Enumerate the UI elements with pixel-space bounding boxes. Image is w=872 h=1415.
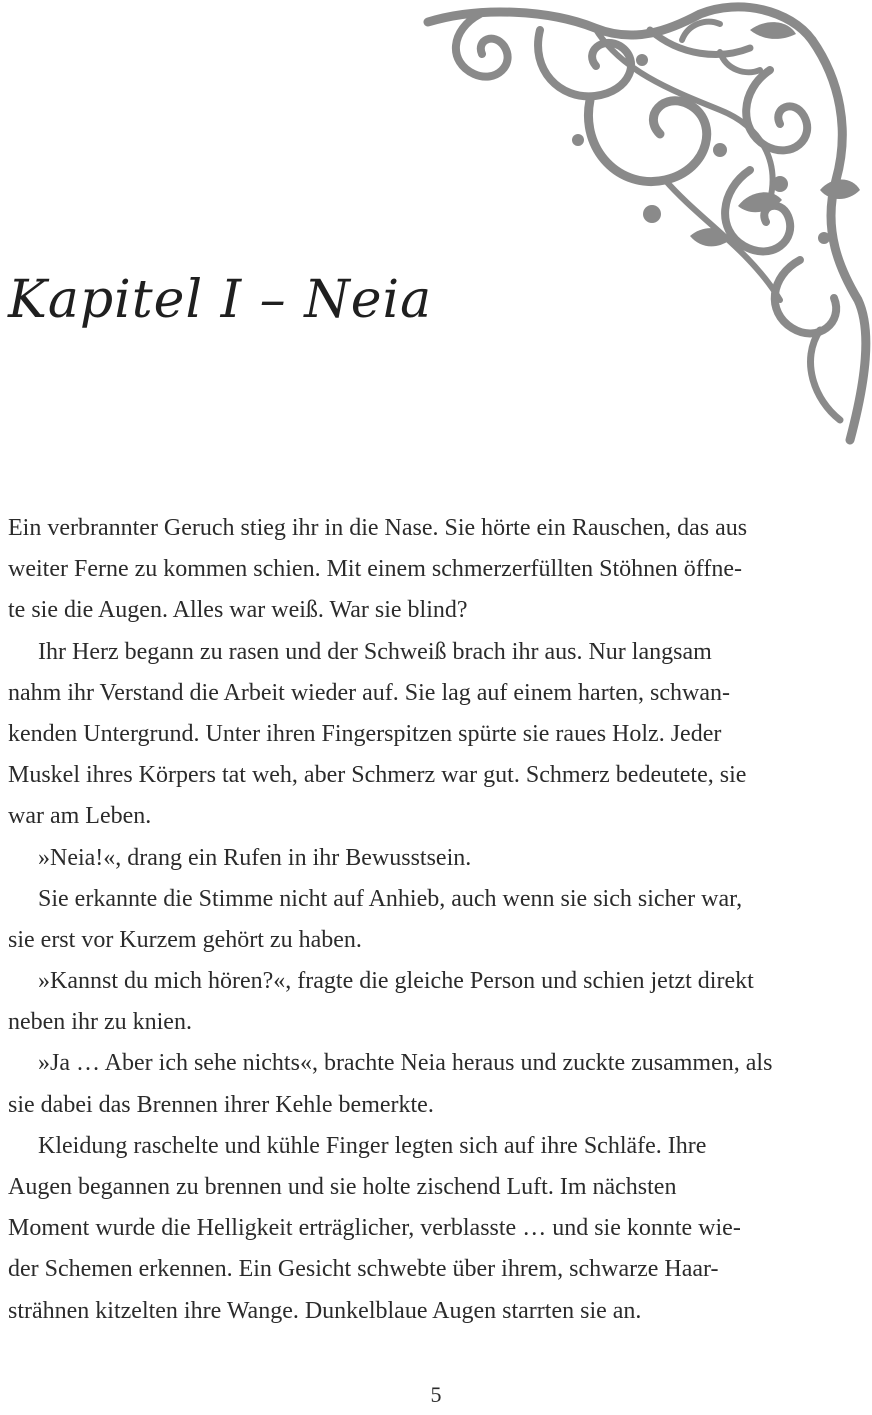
body-line: Augen begannen zu brennen und sie holte zischend Luft. Im nächsten bbox=[8, 1174, 677, 1200]
body-line: sie erst vor Kurzem gehört zu haben. bbox=[8, 926, 362, 953]
body-line: weiter Ferne zu kommen schien. Mit einem schmerzerfüllten Stöhnen öffne- bbox=[8, 556, 742, 583]
body-line: »Ja … Aber ich sehe nichts«, brachte Neia heraus und zuckte zusammen, als bbox=[38, 1050, 773, 1077]
body-line: Sie erkannte die Stimme nicht auf Anhieb, auch wenn sie sich sicher war, bbox=[38, 885, 743, 912]
body-line: der Schemen erkennen. Ein Gesicht schwebte über ihrem, schwarze Haar- bbox=[8, 1256, 719, 1283]
chapter-title: Kapitel I – Neia bbox=[8, 270, 433, 330]
body-line: kenden Untergrund. Unter ihren Fingerspitzen spürte sie raues Holz. Jeder bbox=[8, 720, 722, 747]
body-line: neben ihr zu knien. bbox=[8, 1009, 192, 1036]
body-line: nahm ihr Verstand die Arbeit wieder auf. Sie lag auf einem harten, schwan- bbox=[8, 679, 730, 706]
body-line: Ein verbrannter Geruch stieg ihr in die Nase. Sie hörte ein Rauschen, das aus bbox=[8, 515, 748, 541]
body-line: strähnen kitzelten ihre Wange. Dunkelblaue Augen starrten sie an. bbox=[8, 1297, 642, 1324]
body-line: Kleidung raschelte und kühle Finger legten sich auf ihre Schläfe. Ihre bbox=[38, 1132, 707, 1159]
chapter-body bbox=[8, 508, 864, 1332]
body-line: Muskel ihres Körpers tat weh, aber Schmerz war gut. Schmerz bedeutete, sie bbox=[8, 762, 747, 789]
body-line: »Neia!«, drang ein Rufen in ihr Bewusstsein. bbox=[38, 844, 472, 871]
body-line: Moment wurde die Helligkeit erträglicher, verblasste … und sie konnte wie- bbox=[8, 1215, 741, 1242]
body-line: Ihr Herz begann zu rasen und der Schweiß brach ihr aus. Nur langsam bbox=[38, 638, 712, 665]
body-line: war am Leben. bbox=[8, 803, 152, 830]
body-line: »Kannst du mich hören?«, fragte die gleiche Person und schien jetzt direkt bbox=[38, 968, 754, 995]
body-line: sie dabei das Brennen ihrer Kehle bemerkte. bbox=[8, 1091, 434, 1118]
corner-ornament-icon bbox=[420, 0, 872, 450]
body-line: te sie die Augen. Alles war weiß. War sie blind? bbox=[8, 597, 468, 624]
page-number: 5 bbox=[430, 1382, 442, 1407]
